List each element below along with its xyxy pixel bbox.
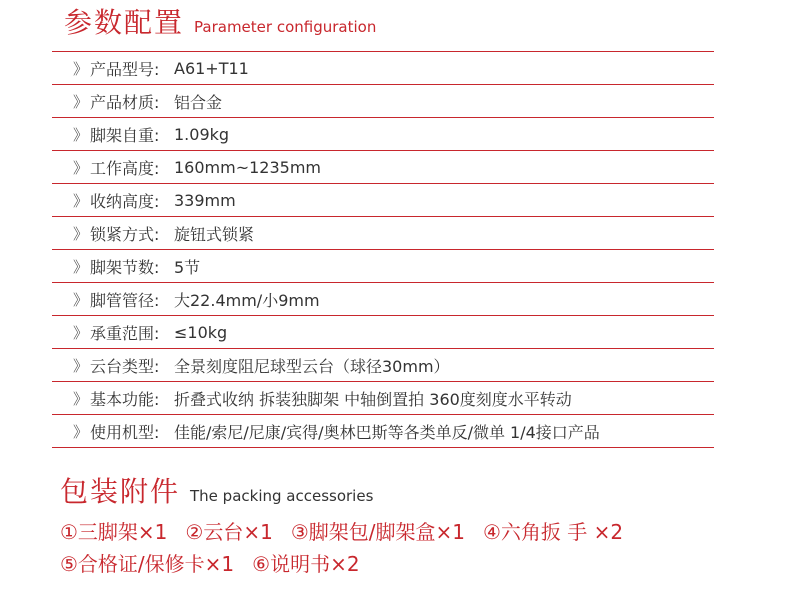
param-value: A61+T11 <box>174 58 249 78</box>
param-label: 使用机型: <box>90 422 160 442</box>
param-label: 云台类型: <box>90 356 160 376</box>
accessory-item-warranty-card: ⑤合格证/保修卡×1 <box>60 551 235 576</box>
param-row-working-height <box>52 151 714 184</box>
param-value: 旋钮式锁紧 <box>174 224 255 244</box>
param-label: 工作高度: <box>90 158 160 178</box>
param-row-head-type <box>52 349 714 382</box>
accessories-list <box>60 514 760 578</box>
row-marker-icon: 》 <box>72 356 88 375</box>
param-row-material <box>52 85 714 118</box>
param-row-weight <box>52 118 714 151</box>
param-value: 339mm <box>174 190 236 210</box>
param-row-tube-diameter <box>52 283 714 316</box>
accessory-item-tripod: ①三脚架×1 <box>60 519 168 544</box>
param-row-lock-type <box>52 217 714 250</box>
row-marker-icon: 》 <box>72 323 88 342</box>
param-row-load <box>52 316 714 349</box>
accessory-item-hex-wrench: ④六角扳 手 ×2 <box>483 519 624 544</box>
param-label: 脚架节数: <box>90 257 160 277</box>
accessory-item-manual: ⑥说明书×2 <box>252 551 360 576</box>
row-marker-icon: 》 <box>72 389 88 408</box>
param-label: 锁紧方式: <box>90 224 160 244</box>
param-label: 基本功能: <box>90 389 160 409</box>
params-table <box>52 51 714 448</box>
accessory-item-head: ②云台×1 <box>185 519 273 544</box>
packing-title-cn: 包装附件 <box>60 475 181 508</box>
row-marker-icon: 》 <box>72 125 88 144</box>
row-marker-icon: 》 <box>72 191 88 210</box>
param-value: 折叠式收纳 拆装独脚架 中轴倒置拍 360度刻度水平转动 <box>174 389 572 409</box>
row-marker-icon: 》 <box>72 257 88 276</box>
row-marker-icon: 》 <box>72 224 88 243</box>
param-value: 全景刻度阻尼球型云台（球径30mm） <box>174 356 450 376</box>
param-value: 大22.4mm/小9mm <box>174 290 320 310</box>
param-label: 产品型号: <box>90 59 160 79</box>
accessories-line <box>60 514 760 546</box>
accessories-line <box>60 546 760 578</box>
params-title-cn: 参数配置 <box>64 6 185 39</box>
accessory-item-bag: ③脚架包/脚架盒×1 <box>290 519 465 544</box>
packing-section-title <box>60 470 373 510</box>
param-value: ≤10kg <box>174 322 228 342</box>
param-value: 160mm~1235mm <box>174 157 322 177</box>
param-label: 脚架自重: <box>90 125 160 145</box>
param-row-compatible-models <box>52 415 714 448</box>
row-marker-icon: 》 <box>72 59 88 78</box>
param-label: 脚管管径: <box>90 290 160 310</box>
param-value: 1.09kg <box>174 124 230 144</box>
param-row-sections <box>52 250 714 283</box>
row-marker-icon: 》 <box>72 422 88 441</box>
param-row-folded-height <box>52 184 714 217</box>
params-section-title <box>64 1 376 41</box>
row-marker-icon: 》 <box>72 290 88 309</box>
param-row-model <box>52 52 714 85</box>
param-label: 产品材质: <box>90 92 160 112</box>
params-title-en: Parameter configuration <box>194 18 377 36</box>
param-label: 承重范围: <box>90 323 160 343</box>
param-value: 铝合金 <box>174 92 223 112</box>
param-value: 5节 <box>174 257 201 277</box>
param-value: 佳能/索尼/尼康/宾得/奥林巴斯等各类单反/微单 1/4接口产品 <box>174 422 600 442</box>
param-row-functions <box>52 382 714 415</box>
param-label: 收纳高度: <box>90 191 160 211</box>
row-marker-icon: 》 <box>72 158 88 177</box>
row-marker-icon: 》 <box>72 92 88 111</box>
packing-title-en: The packing accessories <box>190 487 374 505</box>
